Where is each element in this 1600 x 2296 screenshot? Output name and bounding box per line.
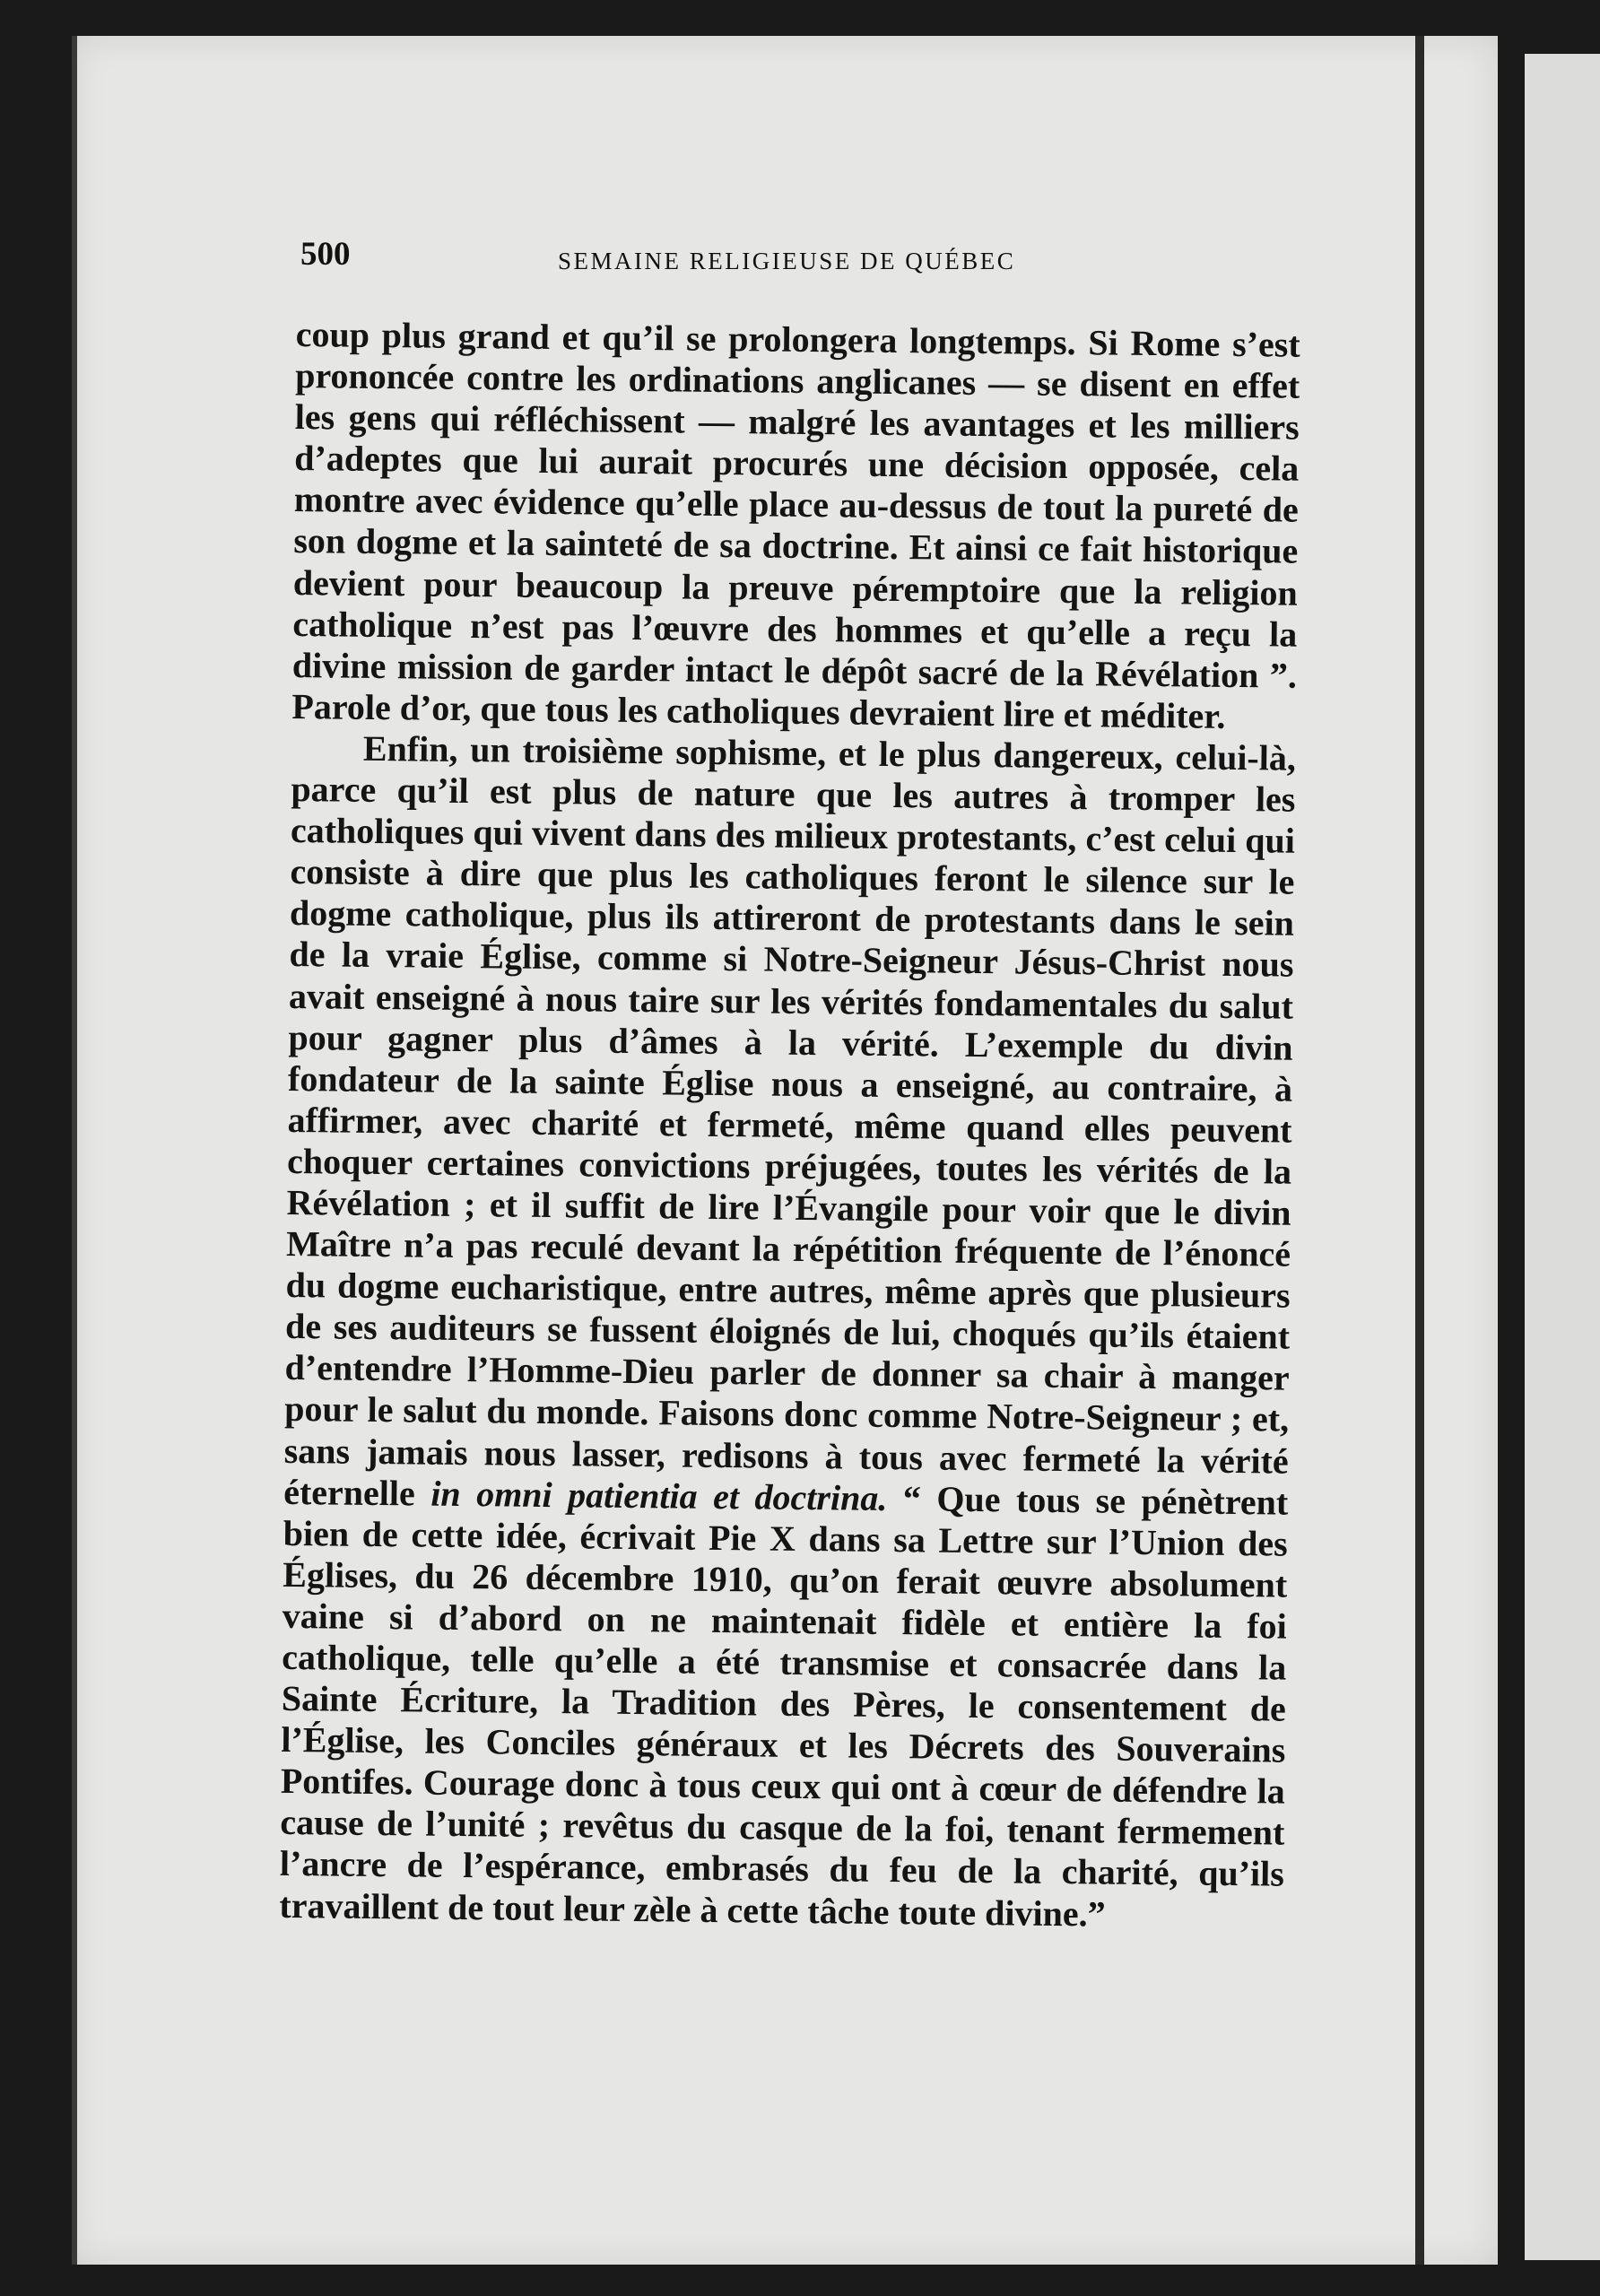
page-number: 500 [300, 236, 351, 273]
paragraph [279, 727, 1296, 1936]
page-gutter-edge [1415, 36, 1424, 2265]
paragraph-text: Enfin, un troisième sophisme, et le plus dangereux, celui-là, parce qu’il est plus de nature que les autres à tromper les catholiques qui vivent dans des milieux protestants, c’est celui qui consiste à dire que plus les catholiques feront le silence sur le dogme catholique, plus ils attireront de protestants dans le sein de la vraie Église, comme si Notre-Seigneur Jésus-Christ nous avait enseigné à nous taire sur les vérités fondamentales du salut pour gagner plus d’âmes à la vérité. L’exemple du divin fondateur de la sainte Église nous a enseigné, au contraire, à affirmer, avec charité et fermeté, même quand elles peuvent choquer certaines convictions préjugées, toutes les vérités de la Révélation ; et il suffit de lire l’Évangile pour voir que le divin Maître n’a pas reculé devant la répétition fréquente de l’énoncé du dogme eucharistique, entre autres, même après que plusieurs de ses auditeurs se fussent éloignés de lui, choqués qu’ils étaient d’entendre l’Homme-Dieu parler de donner sa chair à manger pour le salut du monde. Faisons donc comme Notre-Seigneur ; et, sans jamais nous lasser, redisons à tous avec fermeté la vérité éternelle [283, 727, 1297, 1514]
latin-phrase: in omni patientia et doctrina. [430, 1473, 888, 1518]
running-title: SEMAINE RELIGIEUSE DE QUÉBEC [558, 248, 1016, 274]
adjacent-page-strip [1525, 54, 1600, 2260]
page-left-border [72, 36, 77, 2265]
body-text [279, 314, 1300, 1936]
quotation-text: “ Que tous se pénètrent bien de cette idée, écrivait Pie X dans sa Lettre sur l’Union des Églises, du 26 décembre 1910, qu’on ferait œuvre absolument vaine si d’abord on ne maintenait fidèle et entière la foi catholique, telle qu’elle a été transmise et consacrée dans la Sainte Écriture, la Tradition des Pères, le consentement de l’Église, les Conciles généraux et les Décrets des Souverains Pontifes. Courage donc à tous ceux qui ont à cœur de défendre la cause de l’unité ; revêtus du casque de la foi, tenant fermement l’ancre de l’espérance, embrasés du feu de la charité, qu’ils travaillent de tout leur zèle à cette tâche toute divine.” [279, 1477, 1289, 1935]
paragraph: coup plus grand et qu’il se prolongera longtemps. Si Rome s’est prononcée contre les ordinations anglicanes — se disent en effet les gens qui réfléchissent — malgré les avantages et les milliers d’adeptes que lui aurait procurés une décision opposée, cela montre avec évidence qu’elle place au-dessus de tout la pureté de son dogme et la sainteté de sa doctrine. Et ainsi ce fait historique devient pour beaucoup la preuve péremptoire que la religion catholique n’est pas l’œuvre des hommes et qu’elle a reçu la divine mission de garder intact le dépôt sacré de la Révélation ”. Parole d’or, que tous les catholiques devraient lire et méditer. [291, 314, 1300, 736]
